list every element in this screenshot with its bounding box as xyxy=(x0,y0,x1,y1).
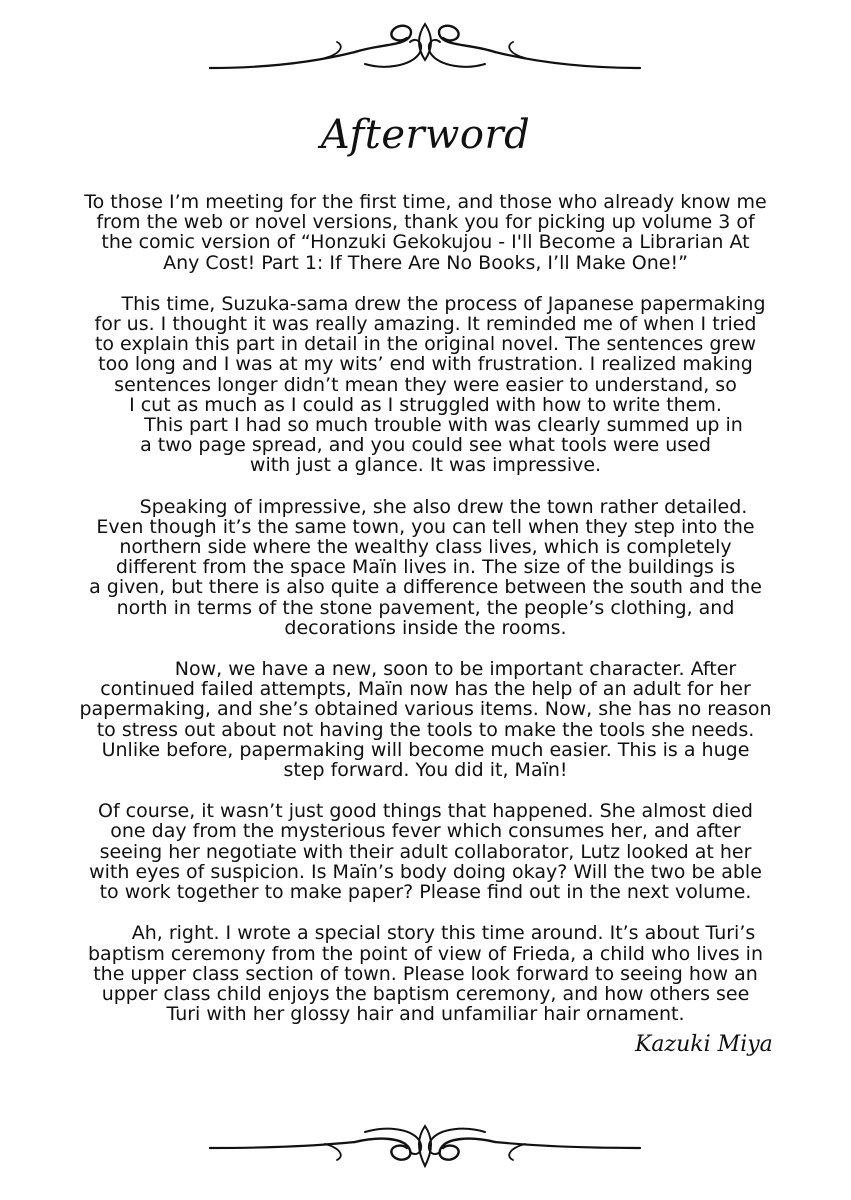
paragraph-5 xyxy=(60,801,791,902)
text-line: a two page spread, and you could see what tools were used xyxy=(140,434,711,457)
text-line: upper class child enjoys the baptism ceremony, and how others see xyxy=(101,982,750,1005)
text-line: Ah, right. I wrote a special story this time around. It’s about Turi’s xyxy=(131,922,756,945)
text-line: to stress out about not having the tools to make the tools she needs. xyxy=(96,718,755,741)
text-line: the upper class section of town. Please look forward to seeing how an xyxy=(93,962,758,985)
text-line: continued failed attempts, Maïn now has the help of an adult for her xyxy=(100,678,751,701)
text-line: a given, but there is also quite a difference between the south and the xyxy=(89,576,762,599)
text-line: with eyes of suspicion. Is Maïn’s body doing okay? Will the two be able xyxy=(89,860,762,883)
text-line: Speaking of impressive, she also drew the town rather detailed. xyxy=(139,495,748,518)
paragraph-4 xyxy=(60,659,791,780)
text-line: with just a glance. It was impressive. xyxy=(249,454,602,477)
text-line: seeing her negotiate with their adult collaborator, Lutz looked at her xyxy=(99,840,752,863)
afterword-body xyxy=(60,192,791,1045)
text-line: sentences longer didn’t mean they were easier to understand, so xyxy=(114,373,737,396)
text-line: Any Cost! Part 1: If There Are No Books, I’ll Make One!” xyxy=(163,251,688,274)
paragraph-2 xyxy=(60,294,791,476)
text-line: step forward. You did it, Maïn! xyxy=(283,759,568,782)
text-line: decorations inside the rooms. xyxy=(284,616,567,639)
text-line: too long and I was at my wits’ end with frustration. I realized making xyxy=(98,353,753,376)
author-signature: Kazuki Miya xyxy=(635,1032,773,1057)
text-line: from the web or novel versions, thank you for picking up volume 3 of xyxy=(96,211,755,234)
page-title: Afterword xyxy=(320,112,531,158)
text-line: Now, we have a new, soon to be important character. After xyxy=(174,658,737,681)
text-line: Turi with her glossy hair and unfamiliar hair ornament. xyxy=(166,1003,685,1026)
text-line: papermaking, and she’s obtained various items. Now, she has no reason xyxy=(79,698,772,721)
paragraph-6 xyxy=(60,923,791,1024)
text-line: Even though it’s the same town, you can tell when they step into the xyxy=(96,515,755,538)
top-flourish-icon xyxy=(205,18,645,74)
text-line: the comic version of “Honzuki Gekokujou - I'll Become a Librarian At xyxy=(101,231,750,254)
text-line: I cut as much as I could as I struggled with how to write them. xyxy=(129,393,722,416)
text-line: This time, Suzuka-sama drew the process of Japanese papermaking xyxy=(121,292,766,315)
text-line: to work together to make paper? Please find out in the next volume. xyxy=(99,881,752,904)
text-line: to explain this part in detail in the original novel. The sentences grew xyxy=(94,333,757,356)
text-line: one day from the mysterious fever which consumes her, and after xyxy=(110,820,741,843)
text-line: north in terms of the stone pavement, the people’s clothing, and xyxy=(116,596,735,619)
text-line: baptism ceremony from the point of view of Frieda, a child who lives in xyxy=(87,942,764,965)
text-line: Unlike before, papermaking will become much easier. This is a huge xyxy=(101,738,750,761)
bottom-flourish-icon xyxy=(205,1118,645,1174)
paragraph-3 xyxy=(60,497,791,638)
text-line: To those I’m meeting for the first time, and those who already know me xyxy=(84,191,767,213)
text-line: This part I had so much trouble with was clearly summed up in xyxy=(144,414,743,437)
paragraph-1 xyxy=(60,192,791,273)
text-line: northern side where the wealthy class lives, which is completely xyxy=(119,536,732,559)
text-line: different from the space Maïn lives in. The size of the buildings is xyxy=(115,556,736,579)
text-line: Of course, it wasn’t just good things that happened. She almost died xyxy=(98,800,753,823)
text-line: for us. I thought it was really amazing. It reminded me of when I tried xyxy=(94,313,757,336)
